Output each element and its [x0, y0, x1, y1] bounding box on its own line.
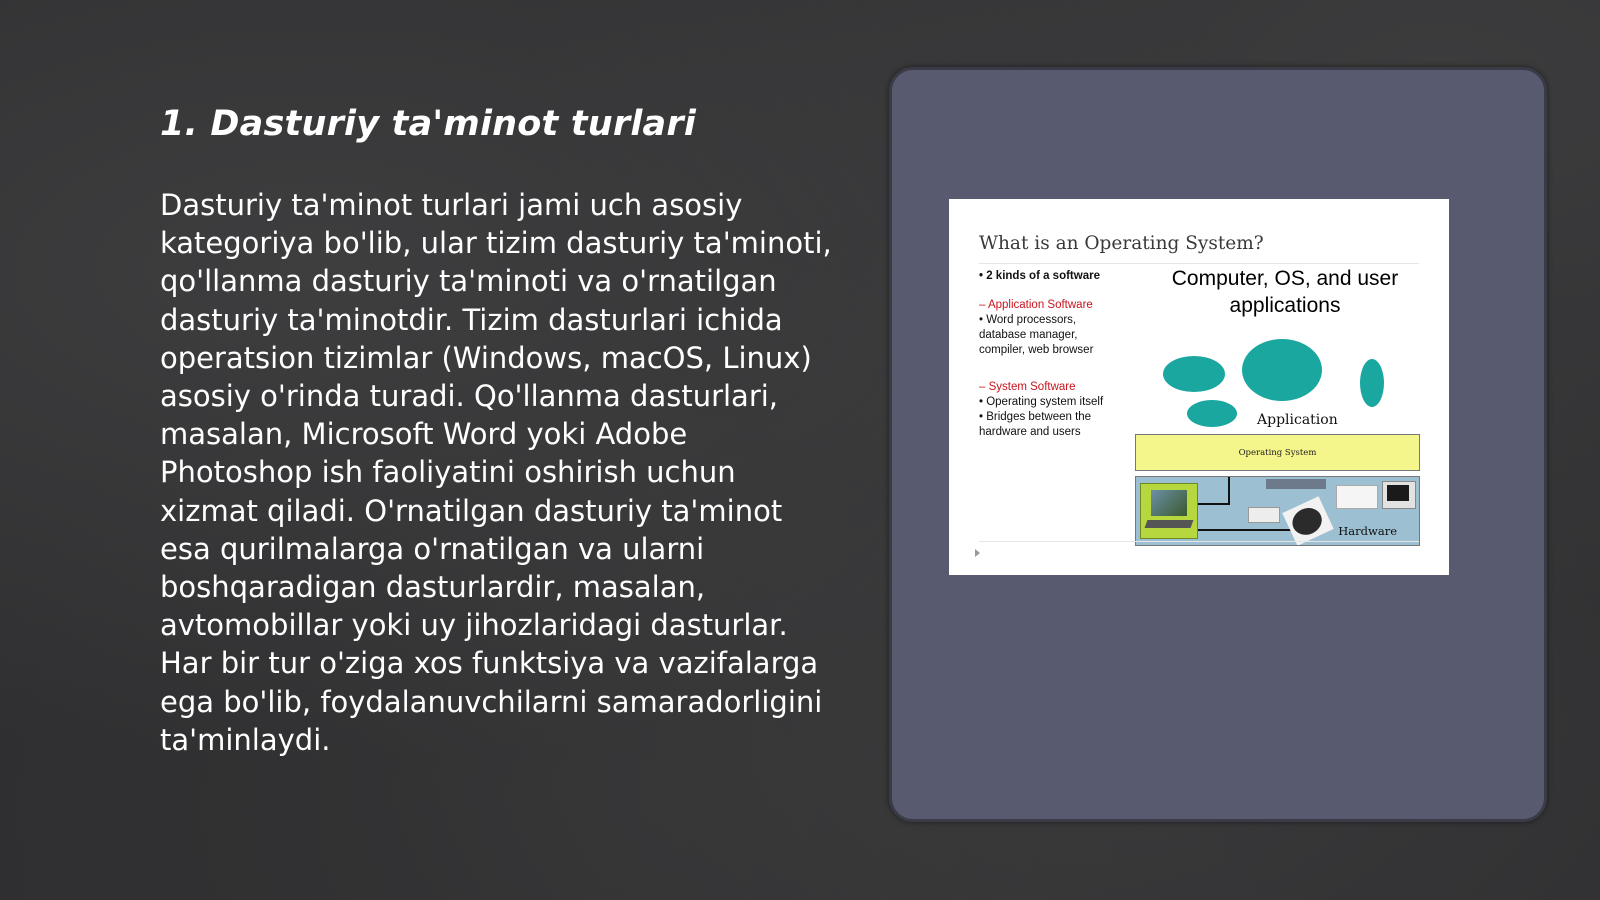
hardware-layer-box: [1135, 476, 1420, 546]
os-layer-box: [1135, 434, 1420, 471]
app-software-heading: – Application Software: [979, 299, 1093, 311]
sys-software-item-2: • Bridges between the hardware and users: [979, 411, 1092, 438]
hard-disk-icon: [1282, 496, 1333, 546]
play-arrow-icon: [975, 549, 980, 557]
embedded-slide-image: [949, 199, 1449, 575]
app-software-item: • Word processors, database manager, compiler, web browser: [979, 314, 1094, 356]
printer-icon: [1248, 507, 1280, 523]
embedded-slide-title: What is an Operating System?: [979, 233, 1264, 254]
app-oval-4: [1187, 400, 1237, 427]
scanner-icon: [1266, 479, 1326, 489]
connector-line: [1198, 529, 1298, 531]
slide-title: 1. Dasturiy ta'minot turlari: [160, 104, 697, 144]
laptop-icon: [1140, 483, 1198, 539]
monitor-icon: [1382, 481, 1416, 509]
embedded-title-rule: [979, 263, 1419, 264]
embedded-footer-rule: [979, 541, 1419, 542]
os-layer-label: Operating System: [1238, 447, 1317, 458]
sys-software-item-1: • Operating system itself: [979, 396, 1104, 408]
connector-line: [1228, 477, 1230, 505]
app-oval-3: [1360, 359, 1384, 407]
app-oval-2: [1242, 339, 1322, 401]
slide-body-text: Dasturiy ta'minot turlari jami uch asosiy kategoriya bo'lib, ular tizim dasturiy ta'minoti, qo'llanma dasturiy ta'minoti va o'rnatilgan dasturiy ta'minotdir. Tizim dasturlari ichida operatsion tizimlar (Windows, macOS, Linux) asosiy o'rinda turadi. Qo'llanma dasturlari, masalan, Microsoft Word yoki Adobe Photoshop ish faoliyatini oshirish uchun xizmat qiladi. O'rnatilgan dasturiy ta'minot esa qurilmalarga o'rnatilgan va ularni boshqaradigan dasturlardir, masalan, avtomobillar yoki uy jihozlaridagi dasturlar. Har bir tur o'ziga xos funktsiya va vazifalarga ega bo'lib, foydalanuvchilarni samaradorligini ta'minlaydi.: [160, 188, 832, 757]
diagram-heading: Computer, OS, and user applications: [1171, 267, 1399, 317]
bullet-main: • 2 kinds of a software: [979, 270, 1100, 282]
drive-icon: [1336, 485, 1378, 509]
hardware-label: Hardware: [1338, 524, 1397, 538]
app-oval-1: [1163, 356, 1225, 392]
application-label: Application: [1257, 412, 1338, 428]
embedded-bullet-list: [979, 269, 1114, 440]
sys-software-heading: – System Software: [979, 381, 1076, 393]
connector-line: [1198, 503, 1230, 505]
